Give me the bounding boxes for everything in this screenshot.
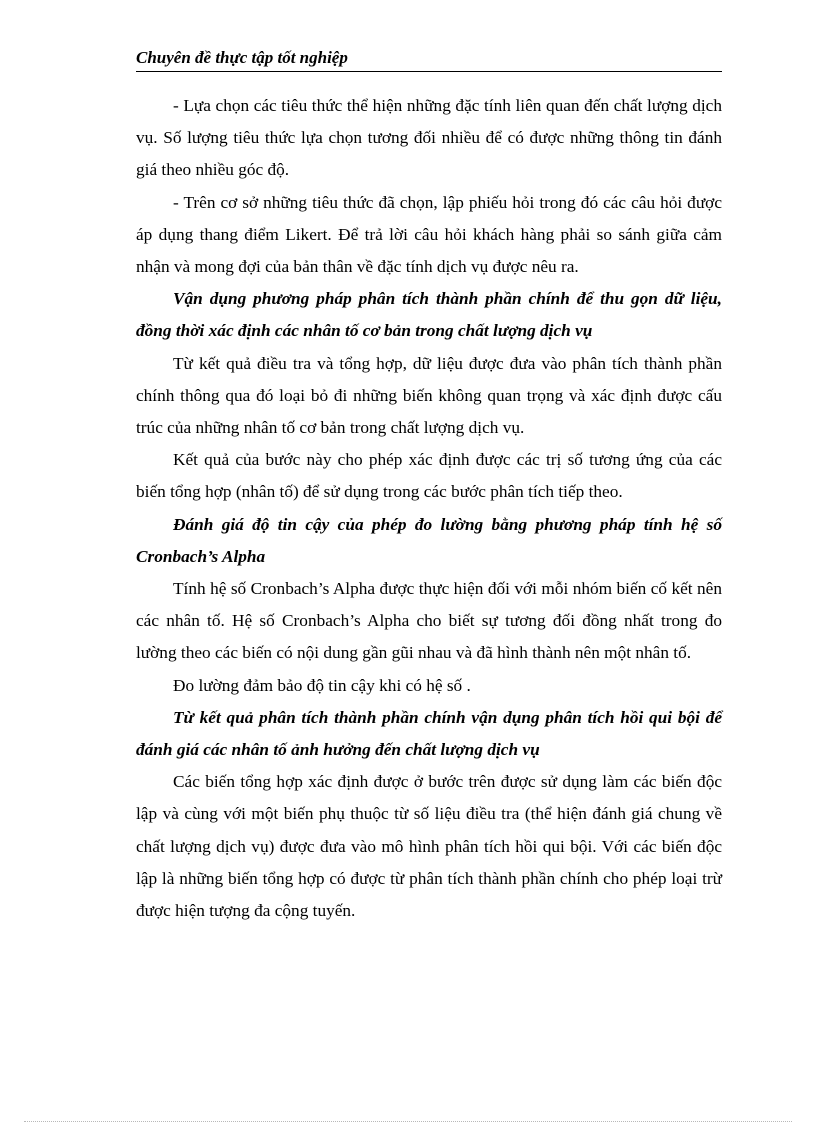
- heading-principal-component-analysis: Vận dụng phương pháp phân tích thành phần chính để thu gọn dữ liệu, đồng thời xác định các nhân tố cơ bản trong chất lượng dịch vụ: [136, 289, 722, 341]
- paragraph-pca-result: Kết quả của bước này cho phép xác định được các trị số tương ứng của các biến tổng hợp (nhân tố) để sử dụng trong các bước phân tích tiếp theo.: [136, 450, 722, 502]
- footer-divider: [24, 1121, 792, 1122]
- heading-regression-analysis: Từ kết quả phân tích thành phần chính vận dụng phân tích hồi qui bội để đánh giá các nhân tố ảnh hưởng đến chất lượng dịch vụ: [136, 707, 722, 760]
- paragraph-pca-description: Từ kết quả điều tra và tổng hợp, dữ liệu được đưa vào phân tích thành phần chính thông qua đó loại bỏ đi những biến không quan trọng và xác định được cấu trúc của những nhân tố cơ bản trong chất lượng dịch vụ.: [136, 353, 722, 438]
- heading-cronbach-alpha: Đánh giá độ tin cậy của phép đo lường bằng phương pháp tính hệ số Cronbach’s Alpha: [136, 514, 722, 566]
- page-header: [136, 47, 722, 72]
- paragraph-reliability: Đo lường đảm bảo độ tin cậy khi có hệ số .: [173, 675, 471, 695]
- paragraph-questionnaire: - Trên cơ sở những tiêu thức đã chọn, lập phiếu hỏi trong đó các câu hỏi được áp dụng thang điểm Likert. Để trả lời câu hỏi khách hàng phải so sánh giữa cảm nhận và mong đợi của bản thân về đặc tính dịch vụ được nêu ra.: [136, 192, 722, 277]
- header-title: Chuyên đề thực tập tốt nghiệp: [136, 48, 348, 67]
- body-text: [136, 90, 722, 927]
- paragraph-regression-description: Các biến tổng hợp xác định được ở bước trên được sử dụng làm các biến độc lập và cùng với một biến phụ thuộc từ số liệu điều tra (thể hiện đánh giá chung về chất lượng dịch vụ) được đưa vào mô hình phân tích hồi qui bội. Với các biến độc lập là những biến tổng hợp có được từ phân tích thành phần chính cho phép loại trừ được hiện tượng đa cộng tuyến.: [136, 772, 722, 921]
- paragraph-criteria-selection: - Lựa chọn các tiêu thức thể hiện những đặc tính liên quan đến chất lượng dịch vụ. Số lượng tiêu thức lựa chọn tương đối nhiều để có được những thông tin đánh giá theo nhiều góc độ.: [136, 96, 722, 180]
- paragraph-cronbach-description: Tính hệ số Cronbach’s Alpha được thực hiện đối với mỗi nhóm biến cố kết nên các nhân tố. Hệ số Cronbach’s Alpha cho biết sự tương đối đồng nhất trong đo lường theo các biến có nội dung gần gũi nhau và đã hình thành nên một nhân tố.: [136, 579, 722, 663]
